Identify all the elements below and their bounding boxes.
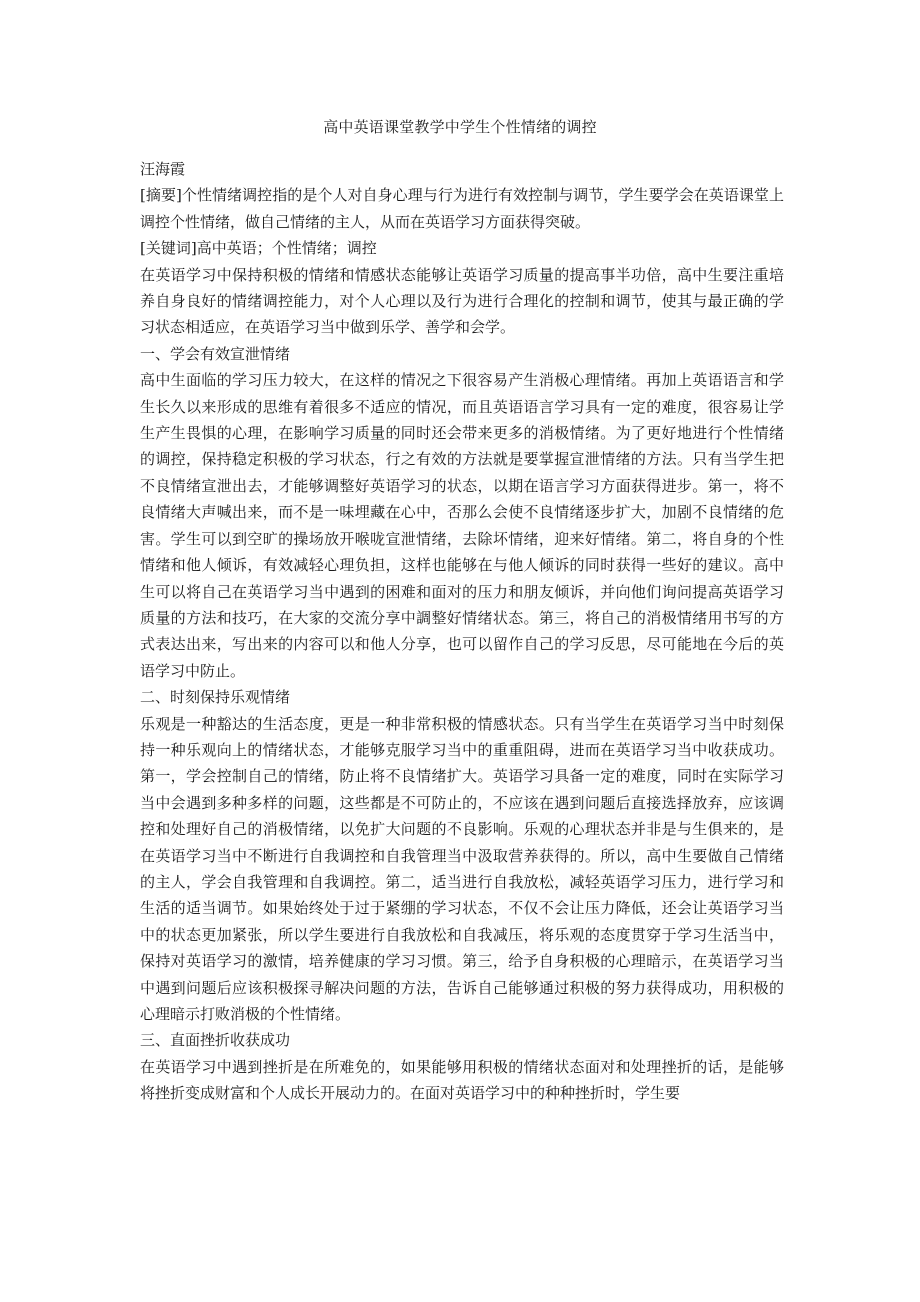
section-heading-1: 一、学会有效宣泄情绪	[140, 344, 291, 363]
keywords-line: [关键词]高中英语；个性情绪；调控	[140, 239, 377, 258]
section-body-3: 在英语学习中遇到挫折是在所难免的，如果能够用积极的情绪状态面对和处理挫折的话，是能够将挫折变成财富和个人成长开展动力的。在面对英语学习中的种种挫折时，学生要	[140, 1057, 784, 1103]
section-body-1: 高中生面临的学习压力较大，在这样的情况之下很容易产生消极心理情绪。再加上英语语言和学生长久以来形成的思维有着很多不适应的情况，而且英语语言学习具有一定的难度，很容易让学生产生畏惧的心理，在影响学习质量的同时还会带来更多的消极情绪。为了更好地进行个性情绪的调控，保持稳定积极的学习状态，行之有效的方法就是要掌握宣泄情绪的方法。只有当学生把不良情绪宣泄出去，才能够调整好英语学习的状态，以期在语言学习方面获得进步。第一，将不良情绪大声喊出来，而不是一味埋藏在心中，否那么会使不良情绪逐步扩大，加剧不良情绪的危害。学生可以到空旷的操场放开喉咙宣泄情绪，去除坏情绪，迎来好情绪。第二，将自身的个性情绪和他人倾诉，有效减轻心理负担，这样也能够在与他人倾诉的同时获得一些好的建议。高中生可以将自己在英语学习当中遇到的困难和面对的压力和朋友倾诉，并向他们询问提高英语学习质量的方法和技巧，在大家的交流分享中調整好情绪状态。第三，将自己的消极情绪用书写的方式表达出来，写出来的内容可以和他人分享，也可以留作自己的学习反思，尽可能地在今后的英语学习中防止。	[140, 371, 784, 680]
document-title: 高中英语课堂教学中学生个性情绪的调控	[323, 118, 597, 136]
author-line: 汪海霞	[140, 160, 186, 178]
section-heading-2: 二、时刻保持乐观情绪	[140, 688, 291, 707]
section-heading-3: 三、直面挫折收获成功	[140, 1031, 291, 1050]
section-body-2: 乐观是一种豁达的生活态度，更是一种非常积极的情感状态。只有当学生在英语学习当中时刻保持一种乐观向上的情绪状态，才能够克服学习当中的重重阻碍，进而在英语学习当中收获成功。第一，学会控制自己的情绪，防止将不良情绪扩大。英语学习具备一定的难度，同时在实际学习当中会遇到多种多样的问题，这些都是不可防止的，不应该在遇到问题后直接选择放弃，应该调控和处理好自己的消极情绪，以免扩大问题的不良影响。乐观的心理状态并非是与生俱来的，是在英语学习当中不断进行自我调控和自我管理当中汲取营养获得的。所以，高中生要做自己情绪的主人，学会自我管理和自我调控。第二，适当进行自我放松，减轻英语学习压力，进行学习和生活的适当调节。如果始终处于过于紧绷的学习状态，不仅不会让压力降低，还会让英语学习当中的状态更加紧张，所以学生要进行自我放松和自我减压，将乐观的态度贯穿于学习生活当中，保持对英语学习的激情，培养健康的学习习惯。第三，给予自身积极的心理暗示，在英语学习当中遇到问题后应该积极探寻解决问题的方法，告诉自己能够通过积极的努力获得成功，用积极的心理暗示打败消极的个性情绪。	[140, 714, 784, 1023]
abstract-paragraph: [摘要]个性情绪调控指的是个人对自身心理与行为进行有效控制与调节，学生要学会在英语课堂上调控个性情绪，做自己情绪的主人，从而在英语学习方面获得突破。	[140, 186, 784, 231]
document-body	[140, 156, 784, 1107]
intro-paragraph: 在英语学习中保持积极的情绪和情感状态能够让英语学习质量的提高事半功倍，高中生要注重培养自身良好的情绪调控能力，对个人心理以及行为进行合理化的控制和调节，使其与最正确的学习状态相适应，在英语学习当中做到乐学、善学和会学。	[140, 265, 784, 337]
